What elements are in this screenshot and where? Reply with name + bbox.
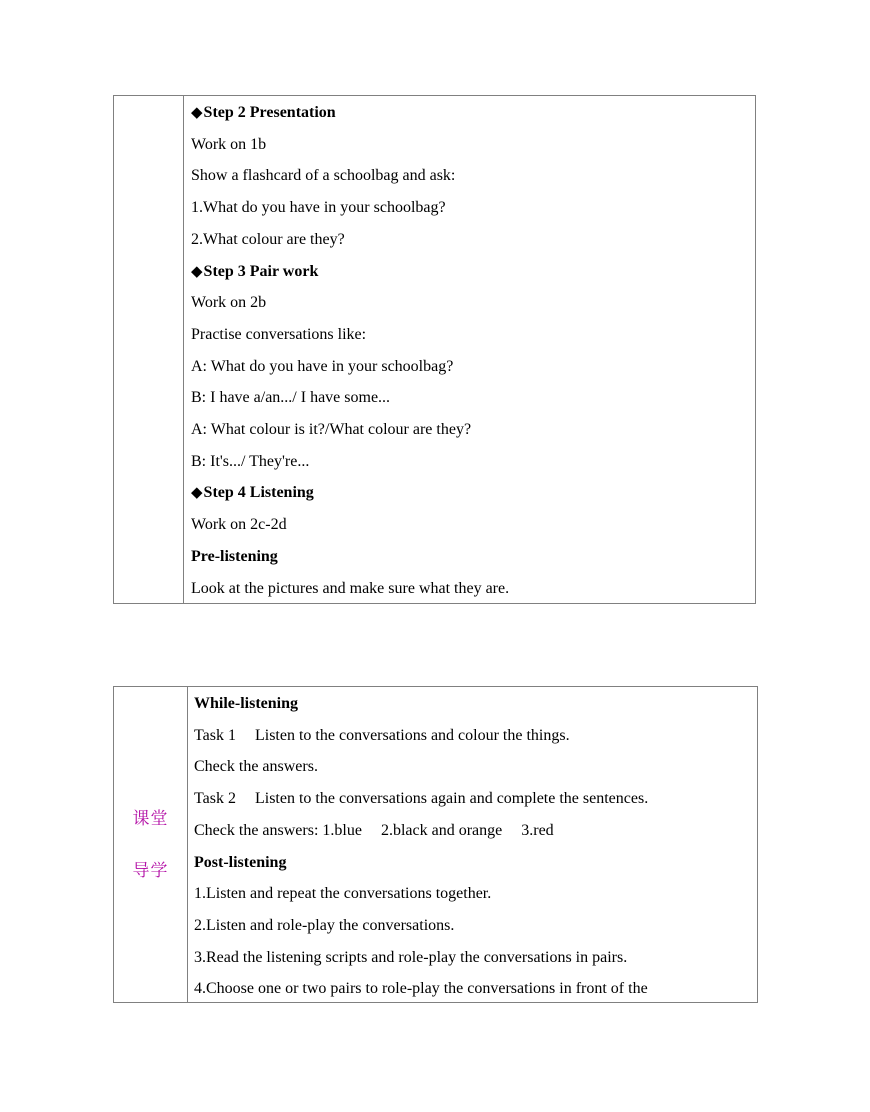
step2-heading: ◆ Step 2 Presentation [191,97,755,129]
table1-label-cell [114,96,184,603]
lesson-table-1 [113,95,756,604]
while-listening-heading: While-listening [194,695,299,712]
task-line: Task 2 Listen to the conversations again and complete the sentences. [194,790,649,808]
text-line: 1.Listen and repeat the conversations together. [194,885,492,903]
text-line: Check the answers. [194,758,318,776]
table1-content-cell [184,96,755,603]
text-line: Show a flashcard of a schoolbag and ask: [191,167,456,185]
answers-line: Check the answers: 1.blue 2.black and orange 3.red [194,821,554,839]
lesson-table-2 [113,686,758,1003]
text-line: B: It's.../ They're... [191,452,310,470]
text-line: B: I have a/an.../ I have some... [191,389,391,407]
post-listening-heading: Post-listening [194,853,287,871]
text-line: 4.Choose one or two pairs to role-play the conversations in front of the [194,980,648,998]
text-line: Work on 1b [191,135,267,153]
text-line: Work on 2c-2d [191,516,287,534]
text-line: 2.Listen and role-play the conversations. [194,916,455,934]
task-line: Task 1 Listen to the conversations and colour the things. [194,726,570,744]
text-line: 1.What do you have in your schoolbag? [191,199,446,217]
diamond-bullet-icon: ◆ [191,103,203,121]
diamond-bullet-icon: ◆ [191,261,203,280]
step4-heading: ◆ Step 4 Listening [191,477,755,509]
text-line: Practise conversations like: [191,325,367,343]
section-label-line2: 导学 [132,860,169,881]
step3-heading: ◆ Step 3 Pair work [191,256,755,288]
text-line: Look at the pictures and make sure what they are. [191,579,510,597]
section-label-line1: 课堂 [132,808,169,829]
text-line: A: What do you have in your schoolbag? [191,357,454,375]
table2-label-cell [114,687,188,1002]
text-line: A: What colour is it?/What colour are they? [191,421,472,439]
pre-listening-heading: Pre-listening [191,547,278,565]
text-line: 2.What colour are they? [191,230,345,248]
table2-content-cell [188,687,757,1002]
text-line: Work on 2b [191,294,267,312]
diamond-bullet-icon: ◆ [191,483,203,502]
text-line: 3.Read the listening scripts and role-play the conversations in pairs. [194,948,628,966]
